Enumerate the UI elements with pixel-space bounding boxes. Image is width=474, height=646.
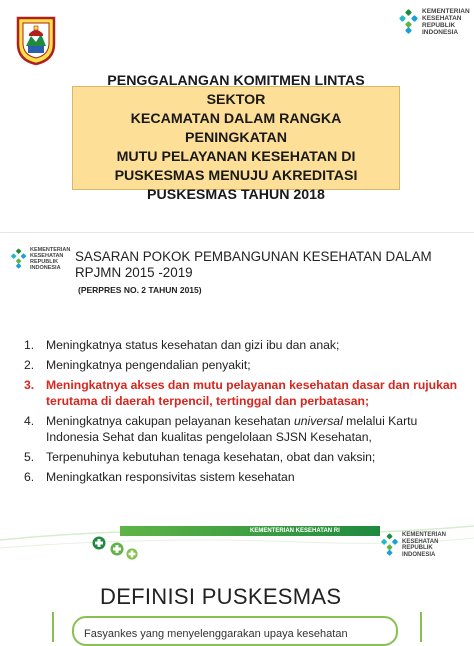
list-item-number: 6. xyxy=(24,470,35,484)
list-item-text: Meningkatnya akses dan mutu pelayanan kesehatan dasar dan rujukan terutama di daerah terpencil, tertinggal dan perbatasan; xyxy=(46,378,458,408)
list-item xyxy=(24,449,464,465)
list-item xyxy=(24,413,464,445)
list-item xyxy=(24,337,464,353)
medical-cross-icon xyxy=(110,542,124,556)
list-item-text: Meningkatkan responsivitas sistem kesehatan xyxy=(46,470,295,484)
list-item-text: Meningkatnya pengendalian penyakit; xyxy=(46,358,251,372)
definition-card xyxy=(72,616,398,646)
definition-text: Fasyankes yang menyelenggarakan upaya kesehatan xyxy=(84,628,348,640)
list-item xyxy=(24,357,464,373)
regional-coat-of-arms-icon xyxy=(14,14,58,66)
kemenkes-logo xyxy=(10,247,70,271)
slide-title-text: PENGGALANGAN KOMITMEN LINTAS SEKTOR KECAMATAN DALAM RANGKA PENINGKATAN MUTU PELAYANAN KESEHATAN DI PUSKESMAS MENUJU AKREDITASI PUSKESMAS TAHUN 2018 xyxy=(107,72,365,203)
goals-list xyxy=(24,337,464,489)
kemenkes-logo-text: KEMENTERIAN KESEHATAN REPUBLIK INDONESIA xyxy=(422,8,470,36)
kemenkes-logo-text: KEMENTERIAN KESEHATAN REPUBLIK INDONESIA xyxy=(402,532,447,558)
list-item-italic-term: universal xyxy=(294,414,343,428)
divider xyxy=(52,612,54,642)
list-item-text: Meningkatnya status kesehatan dan gizi ibu dan anak; xyxy=(46,338,340,352)
title-box xyxy=(72,72,400,203)
slide-definition xyxy=(0,512,474,640)
list-item-text-part: Meningkatnya cakupan pelayanan kesehatan xyxy=(46,414,294,428)
kemenkes-emblem-icon xyxy=(10,248,28,270)
kemenkes-logo xyxy=(398,8,470,36)
kemenkes-emblem-icon xyxy=(380,533,400,557)
list-item-text: Terpenuhinya kebutuhan tenaga kesehatan, obat dan vaksin; xyxy=(46,450,376,464)
list-item-number: 1. xyxy=(24,338,35,352)
kemenkes-logo-text: KEMENTERIAN KESEHATAN REPUBLIK INDONESIA xyxy=(30,247,71,271)
slide-rpjmn-goals xyxy=(0,232,474,512)
list-item-highlighted xyxy=(24,377,464,409)
list-item xyxy=(24,469,464,485)
ribbon-label: KEMENTERIAN KESEHATAN RI xyxy=(250,528,340,534)
list-item-number: 2. xyxy=(24,358,35,372)
definition-title: DEFINISI PUSKESMAS xyxy=(100,584,342,609)
kemenkes-logo xyxy=(380,532,446,558)
list-item-text-part: melalui Kartu Indonesia Sehat dan kualitas pengelolaan SJSN Kesehatan, xyxy=(46,414,418,444)
medical-cross-icon xyxy=(126,548,138,560)
list-item-text xyxy=(40,413,464,445)
divider xyxy=(420,612,422,642)
goals-subheading: (PERPRES NO. 2 TAHUN 2015) xyxy=(78,285,202,295)
kemenkes-emblem-icon xyxy=(398,9,420,35)
list-item-number: 3. xyxy=(24,378,35,392)
list-item-number: 4. xyxy=(24,414,35,428)
list-item-number: 5. xyxy=(24,450,35,464)
slide-title xyxy=(0,0,474,232)
goals-heading: SASARAN POKOK PEMBANGUNAN KESEHATAN DALAM RPJMN 2015 -2019 xyxy=(75,249,432,280)
medical-cross-icon xyxy=(92,536,106,550)
